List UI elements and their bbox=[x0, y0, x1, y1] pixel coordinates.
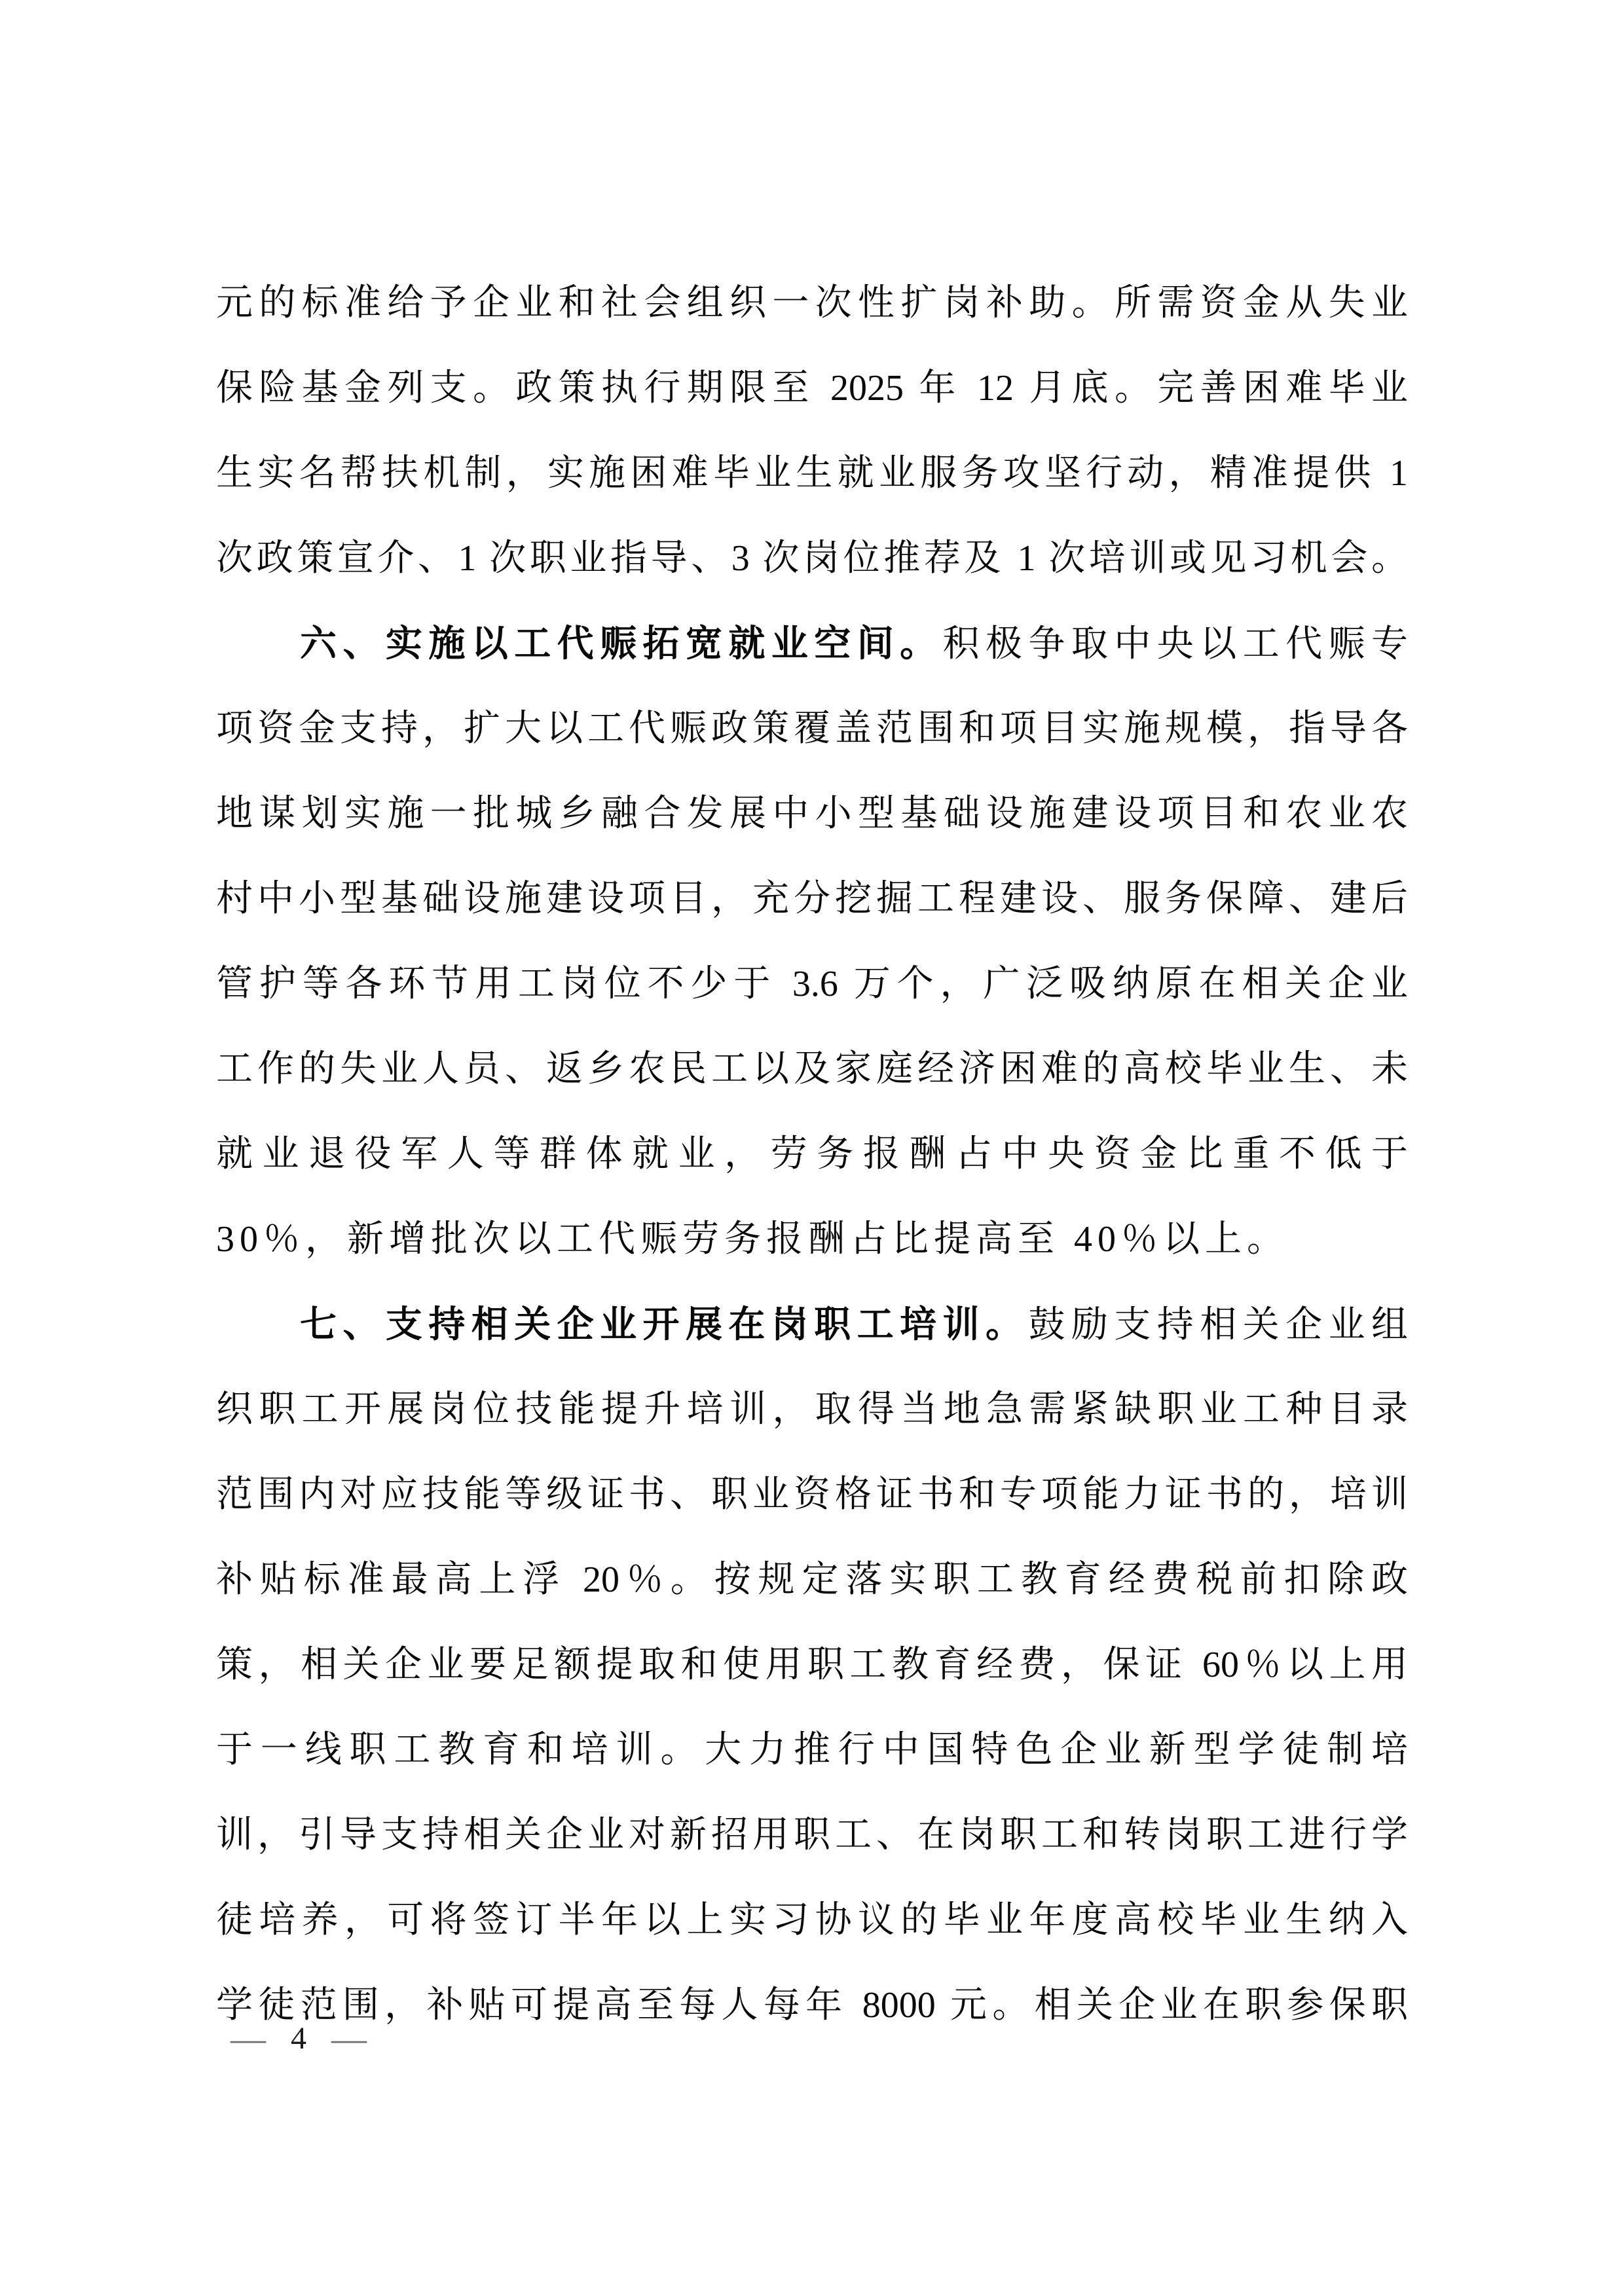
page-footer bbox=[231, 2018, 367, 2060]
section-heading: 七、支持相关企业开展在岗职工培训。 bbox=[300, 1303, 1029, 1345]
text-line bbox=[216, 686, 1408, 771]
text-line bbox=[216, 1197, 1408, 1282]
text-line bbox=[216, 431, 1408, 516]
body-text: 徒培养，可将签订半年以上实习协议的毕业年度高校毕业生纳入 bbox=[216, 1900, 1408, 1941]
text-line bbox=[216, 516, 1408, 601]
body-text: 管护等各环节用工岗位不少于 3.6 万个，广泛吸纳原在相关企业 bbox=[216, 964, 1408, 1004]
body-text: 补贴标准最高上浮 20％。按规定落实职工教育经费税前扣除政 bbox=[216, 1559, 1408, 1600]
body-text: 30％，新增批次以工代赈劳务报酬占比提高至 40％以上。 bbox=[216, 1219, 1289, 1260]
body-text: 于一线职工教育和培训。大力推行中国特色企业新型学徒制培 bbox=[216, 1730, 1408, 1770]
body-text: 织职工开展岗位技能提升培训，取得当地急需紧缺职业工种目录 bbox=[216, 1389, 1408, 1430]
body-text: 鼓励支持相关企业组 bbox=[1028, 1305, 1409, 1345]
body-text: 训，引导支持相关企业对新招用职工、在岗职工和转岗职工进行学 bbox=[216, 1815, 1408, 1855]
body-text: 次政策宣介、1 次职业指导、3 次岗位推荐及 1 次培训或见习机会。 bbox=[216, 538, 1408, 579]
text-line bbox=[216, 1878, 1408, 1963]
body-text: 项资金支持，扩大以工代赈政策覆盖范围和项目实施规模，指导各 bbox=[216, 708, 1408, 749]
text-line bbox=[216, 1367, 1408, 1452]
text-line bbox=[216, 1707, 1408, 1793]
document-body bbox=[216, 261, 1408, 2048]
body-text: 策，相关企业要足额提取和使用职工教育经费，保证 60％以上用 bbox=[216, 1645, 1408, 1685]
text-line bbox=[216, 1793, 1408, 1878]
body-text: 工作的失业人员、返乡农民工以及家庭经济困难的高校毕业生、未 bbox=[216, 1049, 1408, 1089]
text-line bbox=[216, 856, 1408, 941]
page-number: 4 bbox=[291, 2021, 306, 2056]
text-line bbox=[216, 1963, 1408, 2048]
body-text: 范围内对应技能等级证书、职业资格证书和专项能力证书的，培训 bbox=[216, 1474, 1408, 1515]
body-text: 元的标准给予企业和社会组织一次性扩岗补助。所需资金从失业 bbox=[216, 283, 1408, 323]
section-heading: 六、实施以工代赈拓宽就业空间。 bbox=[300, 623, 943, 664]
text-line bbox=[216, 346, 1408, 431]
text-line bbox=[216, 1452, 1408, 1537]
body-text: 积极争取中央以工代赈专 bbox=[942, 624, 1409, 665]
body-text: 村中小型基础设施建设项目，充分挖掘工程建设、服务保障、建后 bbox=[216, 879, 1408, 919]
footer-dash-right: — bbox=[331, 2019, 367, 2058]
body-text: 生实名帮扶机制，实施困难毕业生就业服务攻坚行动，精准提供 1 bbox=[216, 453, 1408, 494]
text-line bbox=[216, 1537, 1408, 1622]
paragraph-heading-line bbox=[216, 601, 1408, 686]
text-line bbox=[216, 1112, 1408, 1197]
body-text: 保险基金列支。政策执行期限至 2025 年 12 月底。完善困难毕业 bbox=[216, 368, 1408, 409]
text-line bbox=[216, 261, 1408, 346]
text-line bbox=[216, 1027, 1408, 1112]
text-line bbox=[216, 1622, 1408, 1707]
text-line bbox=[216, 941, 1408, 1027]
paragraph-heading-line bbox=[216, 1282, 1408, 1367]
text-line bbox=[216, 771, 1408, 856]
body-text: 学徒范围，补贴可提高至每人每年 8000 元。相关企业在职参保职 bbox=[216, 1985, 1409, 2026]
body-text: 就业退役军人等群体就业，劳务报酬占中央资金比重不低于 bbox=[216, 1134, 1408, 1175]
body-text: 地谋划实施一批城乡融合发展中小型基础设施建设项目和农业农 bbox=[216, 793, 1408, 834]
footer-dash-left: — bbox=[231, 2019, 266, 2058]
